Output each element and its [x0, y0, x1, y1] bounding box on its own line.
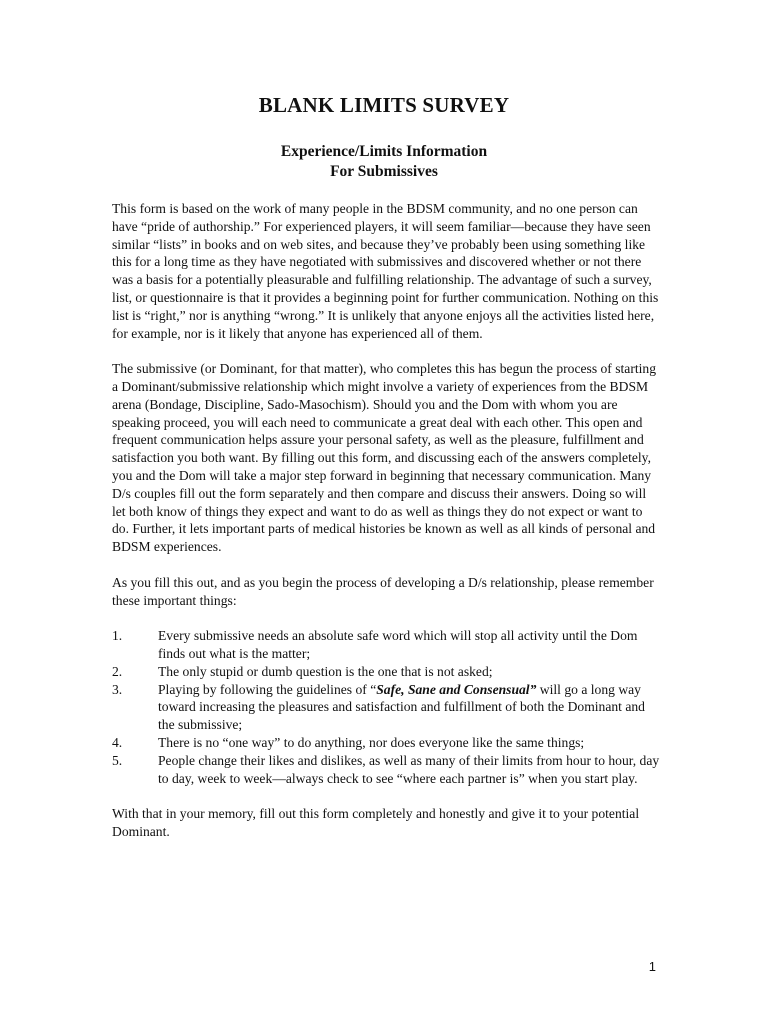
list-item-text: The only stupid or dumb question is the one that is not asked; [158, 663, 493, 679]
subtitle-line-2: For Submissives [330, 163, 438, 180]
list-item-number: 3. [112, 681, 123, 697]
list-item-text-post: will go a long way toward increasing the pleasures and satisfaction and fulfillment of both the Dominant and the submissive; [158, 681, 645, 733]
list-item-text: There is no “one way” to do anything, nor does everyone like the same things; [158, 734, 585, 750]
list-item-number: 1. [112, 628, 123, 644]
list-item-number: 2. [112, 663, 123, 679]
list-item [112, 627, 660, 663]
list-item-text: Every submissive needs an absolute safe word which will stop all activity until the Dom finds out what is the matter; [158, 628, 638, 661]
subtitle-line-1: Experience/Limits Information [280, 143, 488, 160]
document-body [112, 200, 660, 858]
list-item [112, 734, 660, 752]
list-item-number: 5. [112, 752, 123, 768]
page-number: 1 [648, 959, 656, 974]
important-things-list [112, 627, 660, 787]
page-title: BLANK LIMITS SURVEY [258, 93, 510, 117]
process-paragraph: The submissive (or Dominant, for that matter), who completes this has begun the process of starting a Dominant/submissive relationship which might involve a variety of experiences from the BDSM arena (Bondage, Discipline, Sado-Masochism). Should you and the Dom with whom you are speaking proceed, you will each need to communicate a great deal with each other. This open and frequent communication helps assure your personal safety, as well as the pleasure, fulfillment and satisfaction you both want. By filling out this form, and discussing each of the answers completely, you and the Dom will take a major step forward in beginning that necessary communication. Many D/s couples fill out the form separately and then compare and discuss their answers. Doing so will let both know of things they expect and want to do as well as things they do not expect or want to do. Further, it lets important parts of medical histories be known as well as all kinds of personal and BDSM experiences. [112, 361, 657, 555]
safe-sane-consensual-emphasis: Safe, Sane and Consensual” [376, 681, 537, 697]
list-item-text [158, 681, 660, 734]
closing-paragraph: With that in your memory, fill out this form completely and honestly and give it to your potential Dominant. [112, 806, 640, 839]
list-item [112, 752, 660, 788]
reminder-paragraph: As you fill this out, and as you begin the process of developing a D/s relationship, please remember these important things: [112, 574, 654, 608]
list-item [112, 681, 660, 734]
list-item-number: 4. [112, 734, 123, 750]
list-item [112, 663, 660, 681]
list-item-text: People change their likes and dislikes, as well as many of their limits from hour to hour, day to day, week to week—always check to see “where each partner is” when you start play. [158, 752, 660, 786]
intro-paragraph: This form is based on the work of many people in the BDSM community, and no one person can have “pride of authorship.” For experienced players, it will seem familiar—because they have seen similar “lists” in books and on web sites, and because they’ve probably been using something like this for a long time as they have negotiated with submissives and discovered whether or not there was a basis for a potentially pleasurable and fulfilling relationship. The advantage of such a survey, list, or questionnaire is that it provides a beginning point for further communication. Nothing on this list is “right,” nor is anything “wrong.” It is unlikely that anyone enjoys all the activities listed here, for example, nor is it likely that anyone has experienced all of them. [112, 201, 659, 341]
list-item-text-pre: Playing by following the guidelines of “ [158, 681, 377, 697]
